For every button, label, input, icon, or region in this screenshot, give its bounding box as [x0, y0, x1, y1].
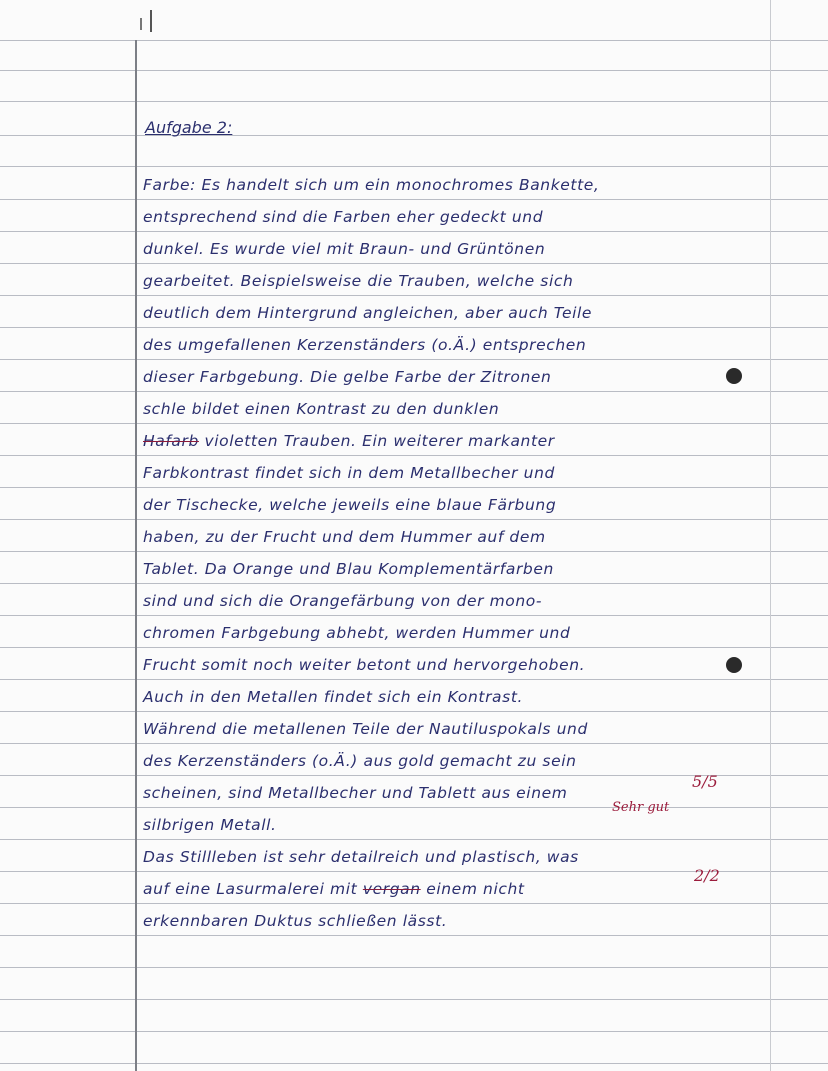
text-line: haben, zu der Frucht und dem Hummer auf dem — [143, 528, 546, 546]
ruled-line — [0, 423, 828, 424]
text-line: Frucht somit noch weiter betont und hervorgehoben. — [143, 656, 586, 674]
ruled-line — [0, 551, 828, 552]
text-line: scheinen, sind Metallbecher und Tablett aus einem — [143, 784, 568, 802]
ruled-line — [0, 40, 828, 41]
text-line: entsprechend sind die Farben eher gedeckt und — [143, 208, 544, 226]
text-line: erkennbaren Duktus schließen lässt. — [143, 912, 448, 930]
ruled-line — [0, 70, 828, 71]
ruled-line — [0, 519, 828, 520]
ruled-line — [0, 743, 828, 744]
text-line: Auch in den Metallen findet sich ein Kontrast. — [143, 688, 524, 706]
ruled-line — [0, 455, 828, 456]
text-line: gearbeitet. Beispielsweise die Trauben, welche sich — [143, 272, 574, 290]
struck-word: Hafarb — [143, 432, 199, 450]
struck-word: vergan — [362, 880, 421, 898]
ruled-line — [0, 583, 828, 584]
ruled-line — [0, 935, 828, 936]
ruled-line — [0, 295, 828, 296]
text-line — [143, 432, 555, 450]
text-line: des umgefallenen Kerzenständers (o.Ä.) entsprechen — [143, 336, 587, 354]
text-line: silbrigen Metall. — [143, 816, 277, 834]
ruled-line — [0, 967, 828, 968]
ruled-line — [0, 903, 828, 904]
punch-hole — [726, 657, 742, 673]
ruled-line — [0, 391, 828, 392]
text-line — [143, 880, 525, 898]
text-line: Während die metallenen Teile der Nautiluspokals und — [143, 720, 588, 738]
ruled-line — [0, 199, 828, 200]
text-line: dieser Farbgebung. Die gelbe Farbe der Zitronen — [143, 368, 552, 386]
ruled-line — [0, 263, 828, 264]
text-line: schle bildet einen Kontrast zu den dunklen — [143, 400, 500, 418]
pen-mark — [150, 10, 152, 32]
text-line: Farbe: Es handelt sich um ein monochromes Bankette, — [143, 176, 600, 194]
ruled-line — [0, 101, 828, 102]
text-line: chromen Farbgebung abhebt, werden Hummer und — [143, 624, 571, 642]
pen-mark — [140, 18, 142, 30]
text-segment: violetten Trauben. Ein weiterer markanter — [198, 432, 555, 450]
ruled-line — [0, 679, 828, 680]
grade-score: 2/2 — [694, 866, 720, 885]
punch-hole — [726, 368, 742, 384]
ruled-line — [0, 807, 828, 808]
text-line: deutlich dem Hintergrund angleichen, aber auch Teile — [143, 304, 593, 322]
text-line: der Tischecke, welche jeweils eine blaue Färbung — [143, 496, 557, 514]
text-line: des Kerzenständers (o.Ä.) aus gold gemacht zu sein — [143, 752, 577, 770]
ruled-line — [0, 166, 828, 167]
ruled-line — [0, 615, 828, 616]
text-segment: einem nicht — [420, 880, 525, 898]
ruled-line — [0, 839, 828, 840]
page-edge — [770, 0, 771, 1071]
ruled-line — [0, 135, 828, 136]
text-line: Tablet. Da Orange und Blau Komplementärfarben — [143, 560, 554, 578]
ruled-line — [0, 647, 828, 648]
text-line: Das Stillleben ist sehr detailreich und plastisch, was — [143, 848, 579, 866]
ruled-line — [0, 1031, 828, 1032]
ruled-line — [0, 1063, 828, 1064]
task-heading: Aufgabe 2: — [145, 118, 233, 137]
ruled-line — [0, 231, 828, 232]
ruled-line — [0, 487, 828, 488]
ruled-line — [0, 359, 828, 360]
margin-line — [135, 40, 137, 1071]
text-line: sind und sich die Orangefärbung von der mono- — [143, 592, 543, 610]
text-segment: auf eine Lasurmalerei mit — [143, 880, 363, 898]
grade-score: 5/5 — [692, 772, 718, 791]
ruled-line — [0, 327, 828, 328]
teacher-comment: Sehr gut — [612, 800, 670, 815]
text-line: dunkel. Es wurde viel mit Braun- und Grüntönen — [143, 240, 546, 258]
ruled-line — [0, 999, 828, 1000]
text-line: Farbkontrast findet sich in dem Metallbecher und — [143, 464, 555, 482]
ruled-line — [0, 711, 828, 712]
